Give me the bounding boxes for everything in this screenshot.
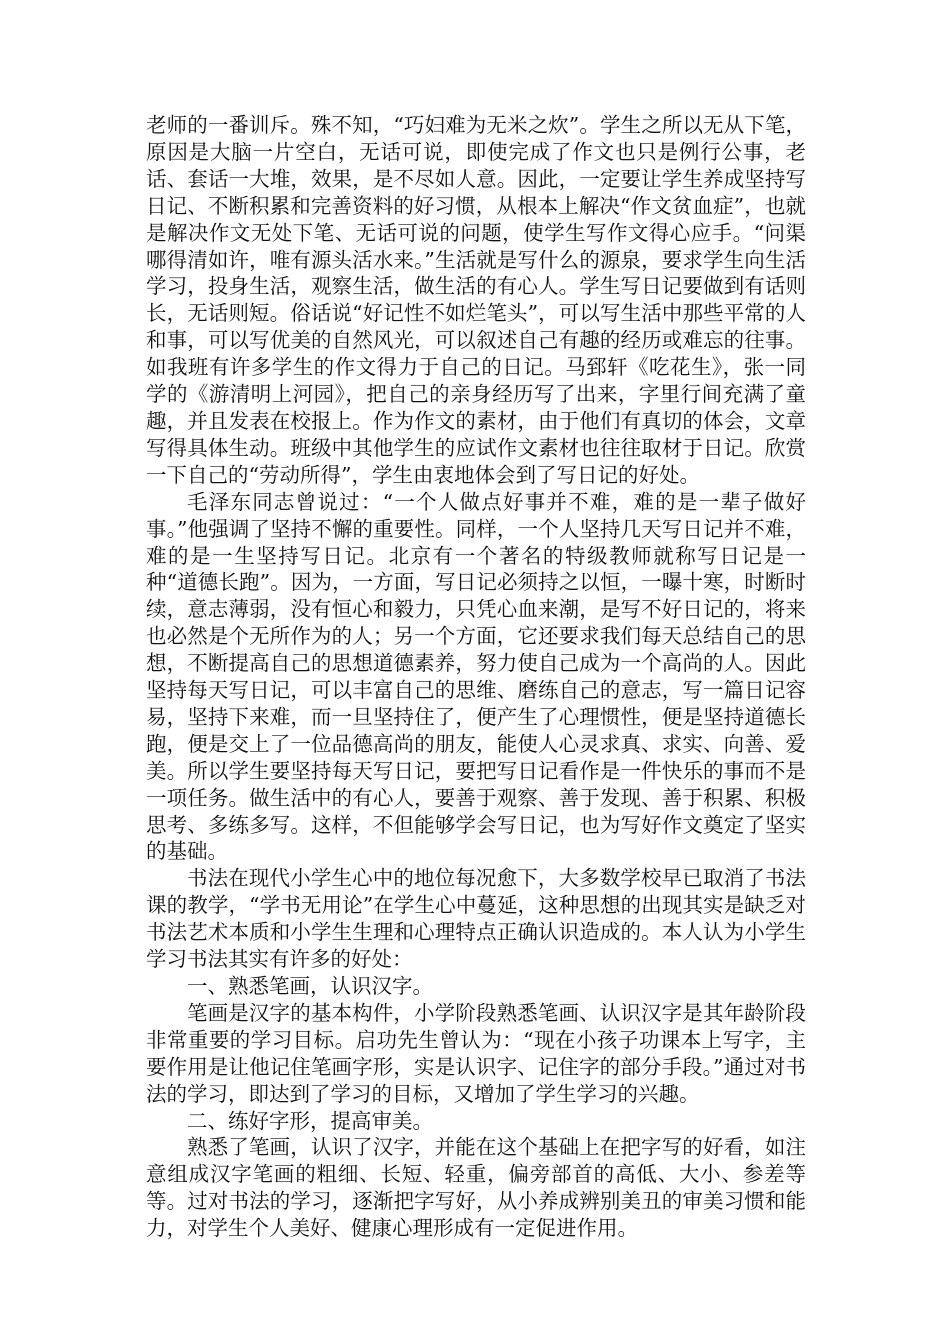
section-heading-strokes: 一、熟悉笔画，认识汉字。 (187, 974, 433, 998)
paragraph-strokes: 笔画是汉字的基本构件，小学阶段熟悉笔画、认识汉字是其年龄阶段非常重要的学习目标。启功先生曾认为：“现在小孩子功课本上写字，主要作用是让他记住笔画字形，实是认识字、记住字的部分手段。”通过对书法的学习，即达到了学习的目标，又增加了学生学习的兴趣。 (146, 1000, 806, 1106)
section-heading-aesthetics: 二、练好字形，提高审美。 (187, 1108, 433, 1133)
paragraph-aesthetics: 熟悉了笔画，认识了汉字，并能在这个基础上在把字写的好看，如注意组成汉字笔画的粗细、长短、轻重，偏旁部首的高低、大小、参差等等。过对书法的学习，逐渐把字写好，从小养成辨别美丑的审美习惯和能力，对学生个人美好、健康心理形成有一定促进作用。 (146, 1135, 806, 1241)
paragraph-diary-benefits: 老师的一番训斥。殊不知，“巧妇难为无米之炊”。学生之所以无从下笔，原因是大脑一片空白，无话可说，即使完成了作文也只是例行公事，老话、套话一大堆，效果，是不尽如人意。因此，一定要让学生养成坚持写日记、不断积累和完善资料的好习惯，从根本上解决“作文贫血症”，也就是解决作文无处下笔、无话可说的问题，使学生写作文得心应手。“问渠哪得清如许，唯有源头活水来。”生活就是写什么的源泉，要求学生向生活学习，投身生活，观察生活，做生活的有心人。学生写日记要做到有话则长，无话则短。俗话说“好记性不如烂笔头”，可以写生活中那些平常的人和事，可以写优美的自然风光，可以叙述自己有趣的经历或难忘的往事。如我班有许多学生的作文得力于自己的日记。马郅轩《吃花生》，张一同学的《游清明上河园》，把自己的亲身经历写了出来，字里行间充满了童趣，并且发表在校报上。作为作文的素材，由于他们有真切的体会，文章写得具体生动。班级中其他学生的应试作文素材也往往取材于日记。欣赏一下自己的“劳动所得”，学生由衷地体会到了写日记的好处。 (146, 113, 806, 487)
paragraph-moral-marathon: 毛泽东同志曾说过：“一个人做点好事并不难，难的是一辈子做好事。”他强调了坚持不懈的重要性。同样，一个人坚持几天写日记并不难，难的是一生坚持写日记。北京有一个著名的特级教师就称写日记是一种“道德长跑”。因为，一方面，写日记必须持之以恒，一曝十寒，时断时续，意志薄弱，没有恒心和毅力，只凭心血来潮，是写不好日记的，将来也必然是个无所作为的人；另一个方面，它还要求我们每天总结自己的思想，不断提高自己的思想道德素养，努力使自己成为一个高尚的人。因此坚持每天写日记，可以丰富自己的思维、磨练自己的意志，写一篇日记容易，坚持下来难，而一旦坚持住了，便产生了心理惯性，便是坚持道德长跑，便是交上了一位品德高尚的朋友，能使人心灵求真、求实、向善、爱美。所以学生要坚持每天写日记，要把写日记看作是一件快乐的事而不是一项任务。做生活中的有心人，要善于观察、善于发现、善于积累、积极思考、多练多写。这样，不但能够学会写日记，也为写好作文奠定了坚实的基础。 (146, 489, 806, 864)
paragraph-calligraphy-intro: 书法在现代小学生心中的地位每况愈下，大多数学校早已取消了书法课的教学，“学书无用论”在学生心中蔓延，这种思想的出现其实是缺乏对书法艺术本质和小学生生理和心理特点正确认识造成的。本人认为小学生学习书法其实有许多的好处： (146, 866, 806, 972)
document-body (146, 112, 806, 1242)
